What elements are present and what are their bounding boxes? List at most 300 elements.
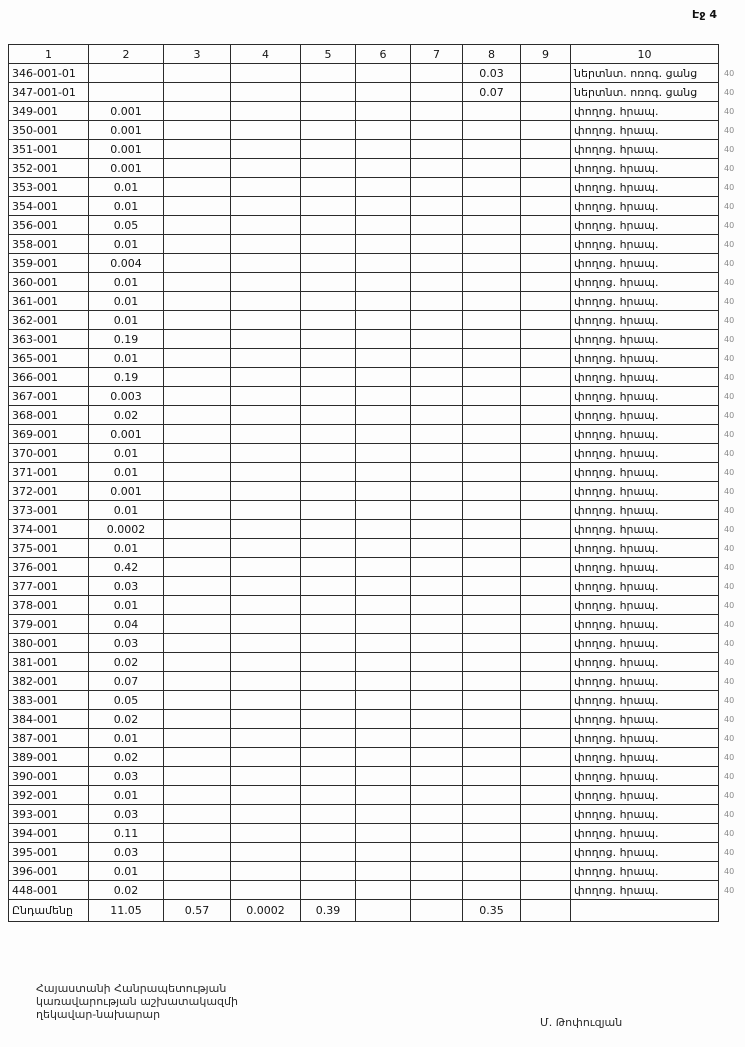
cell-description: փողոց. հրապ. — [571, 710, 719, 729]
cell-value — [463, 805, 521, 824]
cell-code: 380-001 — [9, 634, 89, 653]
margin-pencil-note: 40 — [724, 182, 735, 192]
cell-value — [231, 254, 301, 273]
cell-value — [521, 596, 571, 615]
cell-value — [301, 862, 356, 881]
table-row — [9, 330, 743, 349]
table-row — [9, 273, 743, 292]
cell-value — [463, 311, 521, 330]
cell-value: 0.02 — [89, 710, 164, 729]
footer-org-block — [36, 982, 238, 1021]
margin-pencil-note: 40 — [724, 87, 735, 97]
cell-description: փողոց. հրապ. — [571, 539, 719, 558]
cell-code: 392-001 — [9, 786, 89, 805]
cell-value — [301, 805, 356, 824]
cell-value — [356, 482, 411, 501]
cell-value: 0.001 — [89, 425, 164, 444]
cell-description: փողոց. հրապ. — [571, 520, 719, 539]
cell-value — [231, 235, 301, 254]
table-row — [9, 140, 743, 159]
cell-value — [463, 425, 521, 444]
footer-org-line: Հայաստանի Հանրապետության — [36, 982, 227, 995]
cell-code: 374-001 — [9, 520, 89, 539]
cell-value — [411, 273, 463, 292]
cell-value — [164, 558, 231, 577]
cell-code: 361-001 — [9, 292, 89, 311]
cell-value: 0.05 — [89, 691, 164, 710]
footer-org-line: կառավարության աշխատակազմի — [36, 995, 238, 1008]
margin-pencil-note: 40 — [724, 391, 735, 401]
cell-value — [231, 824, 301, 843]
cell-value — [164, 881, 231, 900]
margin-pencil-note: 40 — [724, 296, 735, 306]
cell-value: 0.03 — [89, 843, 164, 862]
cell-value — [356, 843, 411, 862]
cell-value — [411, 387, 463, 406]
cell-code: 360-001 — [9, 273, 89, 292]
cell-value — [356, 596, 411, 615]
cell-value — [89, 64, 164, 83]
cell-code: 366-001 — [9, 368, 89, 387]
cell-description: փողոց. հրապ. — [571, 843, 719, 862]
cell-code: 378-001 — [9, 596, 89, 615]
table-row — [9, 254, 743, 273]
margin-pencil-note: 40 — [724, 657, 735, 667]
cell-value — [463, 292, 521, 311]
cell-value — [164, 634, 231, 653]
cell-value — [356, 368, 411, 387]
cell-value: 0.01 — [89, 273, 164, 292]
cell-value — [521, 406, 571, 425]
cell-value — [231, 653, 301, 672]
margin-pencil-note: 40 — [724, 68, 735, 78]
cell-code: 359-001 — [9, 254, 89, 273]
cell-value — [164, 805, 231, 824]
cell-value — [164, 197, 231, 216]
cell-value — [463, 653, 521, 672]
cell-value — [463, 178, 521, 197]
cell-description: փողոց. հրապ. — [571, 444, 719, 463]
table-row — [9, 862, 743, 881]
cell-code: 395-001 — [9, 843, 89, 862]
cell-value — [301, 444, 356, 463]
cell-value — [231, 311, 301, 330]
margin-spacer — [719, 45, 743, 64]
cell-value — [521, 425, 571, 444]
cell-value: 0.01 — [89, 311, 164, 330]
cell-value — [463, 463, 521, 482]
cell-description: ներտնտ. ոռոգ. ցանց — [571, 83, 719, 102]
cell-value — [356, 292, 411, 311]
table-row — [9, 292, 743, 311]
cell-code: 387-001 — [9, 729, 89, 748]
cell-value — [231, 881, 301, 900]
cell-value: 0.004 — [89, 254, 164, 273]
cell-value — [521, 444, 571, 463]
cell-value — [301, 121, 356, 140]
cell-code: 373-001 — [9, 501, 89, 520]
cell-value — [301, 691, 356, 710]
cell-value — [356, 805, 411, 824]
cell-value — [301, 672, 356, 691]
cell-value — [301, 710, 356, 729]
margin-pencil-note: 40 — [724, 144, 735, 154]
cell-code: 349-001 — [9, 102, 89, 121]
cell-value — [463, 235, 521, 254]
margin-pencil-note: 40 — [724, 828, 735, 838]
cell-value — [301, 330, 356, 349]
cell-value — [164, 577, 231, 596]
cell-value — [301, 843, 356, 862]
table-row — [9, 843, 743, 862]
table-row — [9, 425, 743, 444]
cell-value — [411, 102, 463, 121]
cell-value: 0.02 — [89, 881, 164, 900]
cell-value: 0.01 — [89, 539, 164, 558]
cell-code: 383-001 — [9, 691, 89, 710]
cell-value — [356, 159, 411, 178]
cell-value — [463, 254, 521, 273]
cell-description: փողոց. հրապ. — [571, 406, 719, 425]
table-body — [9, 64, 743, 922]
cell-value — [301, 254, 356, 273]
cell-value — [411, 178, 463, 197]
cell-value — [521, 824, 571, 843]
cell-value: 0.01 — [89, 596, 164, 615]
cell-value — [411, 83, 463, 102]
cell-value — [301, 140, 356, 159]
cell-value — [356, 748, 411, 767]
cell-value — [521, 387, 571, 406]
cell-value — [411, 729, 463, 748]
table-row — [9, 786, 743, 805]
table-row — [9, 539, 743, 558]
cell-value — [356, 862, 411, 881]
cell-value — [411, 691, 463, 710]
cell-description: փողոց. հրապ. — [571, 482, 719, 501]
cell-value — [356, 330, 411, 349]
total-row — [9, 900, 743, 922]
cell-code: 365-001 — [9, 349, 89, 368]
data-table — [8, 44, 743, 922]
cell-value — [164, 159, 231, 178]
cell-description: փողոց. հրապ. — [571, 102, 719, 121]
cell-code: 352-001 — [9, 159, 89, 178]
cell-value — [231, 292, 301, 311]
cell-value — [301, 748, 356, 767]
cell-value — [164, 368, 231, 387]
cell-value — [411, 786, 463, 805]
margin-pencil-note: 40 — [724, 258, 735, 268]
margin-pencil-note: 40 — [724, 125, 735, 135]
margin-pencil-note: 40 — [724, 714, 735, 724]
table-row — [9, 691, 743, 710]
cell-value — [356, 881, 411, 900]
cell-value — [231, 330, 301, 349]
cell-value — [411, 159, 463, 178]
cell-description: փողոց. հրապ. — [571, 197, 719, 216]
cell-value — [521, 767, 571, 786]
cell-value — [231, 767, 301, 786]
cell-code: 367-001 — [9, 387, 89, 406]
margin-pencil-note: 40 — [724, 866, 735, 876]
cell-value — [301, 387, 356, 406]
cell-description: փողոց. հրապ. — [571, 729, 719, 748]
cell-value — [301, 83, 356, 102]
header-cell: 3 — [164, 45, 231, 64]
cell-value — [301, 235, 356, 254]
cell-value — [164, 463, 231, 482]
cell-value — [164, 292, 231, 311]
cell-value — [231, 64, 301, 83]
cell-code: 351-001 — [9, 140, 89, 159]
margin-pencil-note: 40 — [724, 524, 735, 534]
cell-value: 0.03 — [89, 577, 164, 596]
cell-value — [521, 501, 571, 520]
cell-value — [231, 349, 301, 368]
cell-value: 0.0002 — [231, 900, 301, 922]
cell-value — [301, 64, 356, 83]
cell-value — [231, 748, 301, 767]
cell-value — [356, 349, 411, 368]
cell-value — [301, 159, 356, 178]
cell-description: փողոց. հրապ. — [571, 501, 719, 520]
margin-pencil-note: 40 — [724, 695, 735, 705]
margin-pencil-note: 40 — [724, 429, 735, 439]
cell-value — [521, 539, 571, 558]
cell-value — [411, 634, 463, 653]
cell-value — [231, 634, 301, 653]
cell-value — [164, 254, 231, 273]
table-row — [9, 197, 743, 216]
cell-value — [164, 425, 231, 444]
cell-value — [301, 729, 356, 748]
header-cell: 9 — [521, 45, 571, 64]
cell-value — [463, 748, 521, 767]
cell-description: փողոց. հրապ. — [571, 330, 719, 349]
cell-value — [411, 425, 463, 444]
cell-value — [164, 64, 231, 83]
cell-value: 0.01 — [89, 729, 164, 748]
cell-code: 377-001 — [9, 577, 89, 596]
cell-value — [356, 140, 411, 159]
cell-value — [164, 387, 231, 406]
cell-value — [231, 577, 301, 596]
cell-value — [301, 558, 356, 577]
cell-value — [231, 197, 301, 216]
cell-value — [521, 881, 571, 900]
cell-value — [301, 197, 356, 216]
table-row — [9, 653, 743, 672]
cell-value — [411, 824, 463, 843]
cell-value — [231, 596, 301, 615]
cell-value — [463, 558, 521, 577]
cell-value — [301, 311, 356, 330]
cell-value — [301, 577, 356, 596]
cell-value — [411, 748, 463, 767]
header-cell: 7 — [411, 45, 463, 64]
table-row — [9, 216, 743, 235]
cell-description: փողոց. հրապ. — [571, 691, 719, 710]
cell-value — [231, 102, 301, 121]
cell-value — [463, 273, 521, 292]
cell-value — [411, 672, 463, 691]
cell-value — [411, 862, 463, 881]
cell-value — [356, 463, 411, 482]
cell-value — [521, 121, 571, 140]
header-cell: 4 — [231, 45, 301, 64]
cell-value — [164, 596, 231, 615]
cell-value — [301, 425, 356, 444]
cell-value — [164, 444, 231, 463]
margin-pencil-note: 40 — [724, 752, 735, 762]
cell-code: 368-001 — [9, 406, 89, 425]
cell-value: 0.01 — [89, 197, 164, 216]
cell-value — [463, 102, 521, 121]
margin-pencil-note: 40 — [724, 106, 735, 116]
margin-pencil-note: 40 — [724, 505, 735, 515]
cell-value — [231, 710, 301, 729]
cell-value: 0.01 — [89, 501, 164, 520]
cell-description: փողոց. հրապ. — [571, 292, 719, 311]
cell-value — [521, 463, 571, 482]
table-row — [9, 387, 743, 406]
margin-pencil-note: 40 — [724, 486, 735, 496]
cell-value — [521, 349, 571, 368]
cell-value: 0.01 — [89, 862, 164, 881]
margin-pencil-note: 40 — [724, 353, 735, 363]
cell-value — [301, 539, 356, 558]
table-row — [9, 178, 743, 197]
table-row — [9, 444, 743, 463]
margin-pencil-note: 40 — [724, 163, 735, 173]
cell-value — [463, 140, 521, 159]
cell-value — [521, 216, 571, 235]
cell-value: 0.01 — [89, 463, 164, 482]
cell-value — [301, 881, 356, 900]
cell-value — [411, 558, 463, 577]
cell-value — [463, 843, 521, 862]
cell-value — [463, 710, 521, 729]
cell-value — [231, 444, 301, 463]
margin-pencil-note: 40 — [724, 885, 735, 895]
cell-code: 384-001 — [9, 710, 89, 729]
cell-value: 0.01 — [89, 349, 164, 368]
cell-value — [521, 159, 571, 178]
cell-value — [411, 121, 463, 140]
margin-pencil-note: 40 — [724, 600, 735, 610]
table-row — [9, 881, 743, 900]
cell-description: փողոց. հրապ. — [571, 824, 719, 843]
cell-value — [521, 900, 571, 922]
table-row — [9, 824, 743, 843]
cell-value — [411, 501, 463, 520]
cell-value — [301, 273, 356, 292]
cell-value — [231, 83, 301, 102]
header-cell: 2 — [89, 45, 164, 64]
cell-value — [164, 178, 231, 197]
cell-value — [164, 767, 231, 786]
cell-value — [231, 273, 301, 292]
cell-value — [164, 349, 231, 368]
cell-description: փողոց. հրապ. — [571, 159, 719, 178]
cell-value — [301, 368, 356, 387]
cell-value — [356, 786, 411, 805]
cell-value — [411, 235, 463, 254]
cell-value — [521, 691, 571, 710]
cell-code: 381-001 — [9, 653, 89, 672]
cell-code: Ընդամենը — [9, 900, 89, 922]
cell-value — [301, 292, 356, 311]
margin-pencil-note — [719, 900, 743, 922]
margin-pencil-note: 40 — [724, 315, 735, 325]
cell-value — [521, 862, 571, 881]
cell-value — [164, 710, 231, 729]
table-row — [9, 520, 743, 539]
cell-value: 0.03 — [89, 805, 164, 824]
cell-value — [301, 349, 356, 368]
cell-code: 356-001 — [9, 216, 89, 235]
cell-code: 375-001 — [9, 539, 89, 558]
cell-value — [463, 577, 521, 596]
cell-value: 0.02 — [89, 406, 164, 425]
cell-code: 371-001 — [9, 463, 89, 482]
cell-code: 376-001 — [9, 558, 89, 577]
cell-description: փողոց. հրապ. — [571, 387, 719, 406]
margin-pencil-note: 40 — [724, 220, 735, 230]
cell-value — [521, 710, 571, 729]
cell-value — [301, 178, 356, 197]
margin-pencil-note: 40 — [724, 448, 735, 458]
cell-value: 11.05 — [89, 900, 164, 922]
cell-value — [411, 349, 463, 368]
cell-value — [411, 330, 463, 349]
cell-value — [164, 311, 231, 330]
cell-value — [231, 425, 301, 444]
cell-value — [521, 843, 571, 862]
table-row — [9, 729, 743, 748]
cell-value — [521, 729, 571, 748]
margin-pencil-note: 40 — [724, 619, 735, 629]
cell-description: փողոց. հրապ. — [571, 862, 719, 881]
cell-value — [356, 254, 411, 273]
cell-value — [463, 368, 521, 387]
cell-value — [411, 64, 463, 83]
cell-value — [231, 501, 301, 520]
cell-value — [463, 406, 521, 425]
margin-pencil-note: 40 — [724, 277, 735, 287]
cell-value — [301, 653, 356, 672]
table-row — [9, 311, 743, 330]
table-row — [9, 64, 743, 83]
cell-value — [463, 501, 521, 520]
cell-value — [231, 691, 301, 710]
cell-value — [231, 862, 301, 881]
cell-value — [231, 539, 301, 558]
cell-value — [411, 900, 463, 922]
cell-value — [164, 729, 231, 748]
cell-description: փողոց. հրապ. — [571, 273, 719, 292]
cell-value — [231, 615, 301, 634]
cell-value — [411, 254, 463, 273]
cell-value — [463, 862, 521, 881]
cell-value — [521, 558, 571, 577]
cell-description — [571, 900, 719, 922]
cell-value: 0.01 — [89, 292, 164, 311]
cell-value — [463, 444, 521, 463]
cell-value — [521, 102, 571, 121]
cell-value: 0.0002 — [89, 520, 164, 539]
